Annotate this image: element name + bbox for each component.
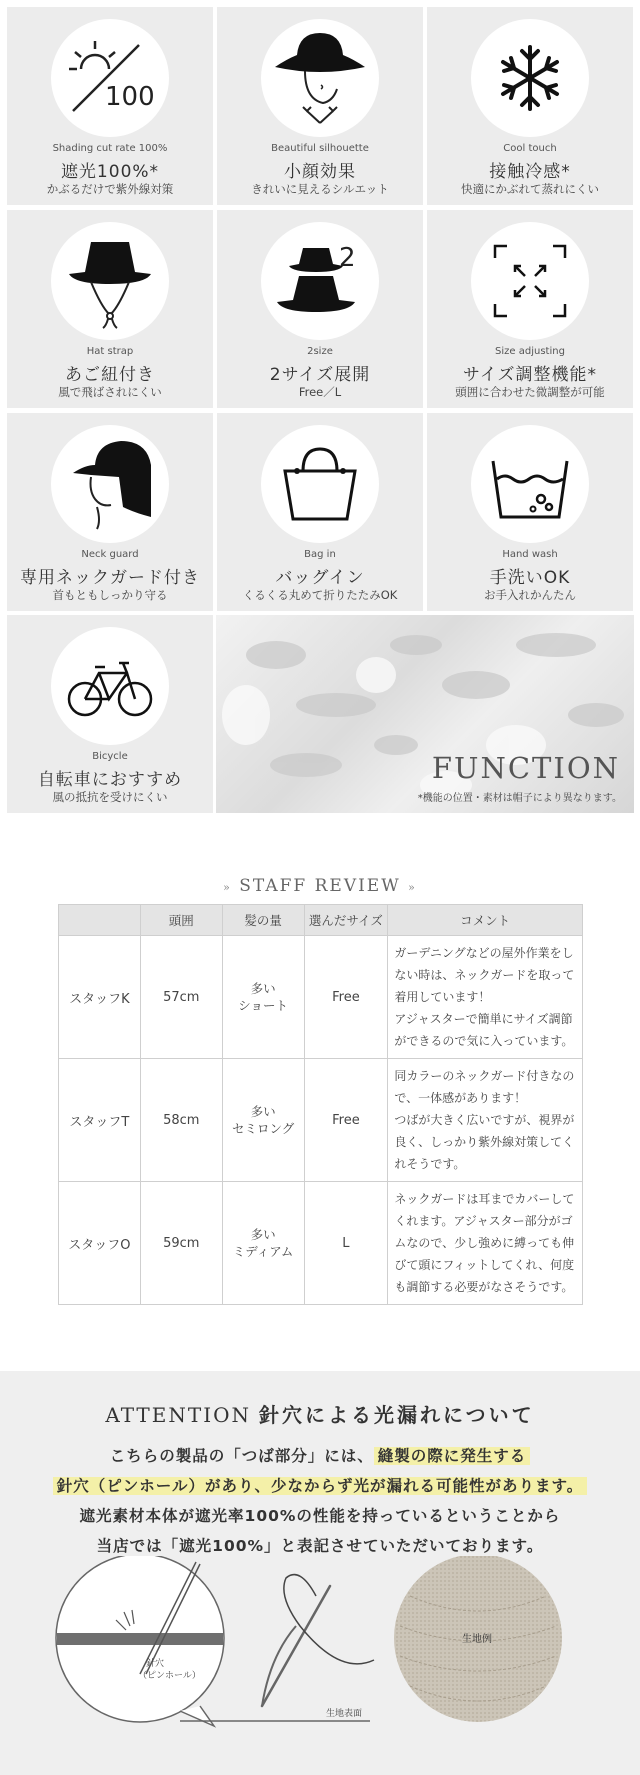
attention-title-jp: 針穴による光漏れについて — [259, 1403, 535, 1427]
function-note: *機能の位置・素材は帽子により異なります。 — [417, 793, 622, 804]
face-hat-icon — [261, 19, 379, 137]
comment-line: も調節する必要がなさそうです。 — [394, 1280, 574, 1294]
table-row — [59, 1182, 583, 1305]
tile-sub-label: Free／L — [298, 385, 342, 399]
hair-amount-line2: ショート — [238, 998, 288, 1013]
hat-strap-icon — [51, 222, 169, 340]
function-grid — [0, 0, 640, 820]
tile-sub-label: 快適にかぶれて蒸れにくい — [461, 182, 599, 196]
two-hats-icon — [261, 222, 379, 340]
bicycle-icon — [51, 627, 169, 745]
column-header: 頭囲 — [140, 905, 222, 936]
hair-amount — [222, 1059, 304, 1182]
comment-line: 同カラーのネックガード付きなの — [394, 1069, 575, 1083]
attention-line-3: 遮光素材本体が遮光率100%の性能を持っているということから — [79, 1507, 561, 1525]
tile-jp-label: あご紐付き — [65, 365, 155, 385]
staff-name: スタッフO — [59, 1182, 141, 1305]
snowflake-icon — [471, 19, 589, 137]
function-tile-bag-in — [217, 413, 423, 611]
tile-sub-label: 風の抵抗を受けにくい — [52, 790, 168, 804]
comment-line: ができるので気に入っています。 — [394, 1034, 574, 1048]
staff-name: スタッフT — [59, 1059, 141, 1182]
column-header: 髪の量 — [222, 905, 304, 936]
attention-line-1 — [0, 1444, 640, 1466]
chevron-down-icon: » — [408, 881, 417, 894]
two-hats-icon-text: 2 — [339, 243, 356, 273]
hand-wash-icon — [471, 425, 589, 543]
tile-en-label: Cool touch — [503, 143, 557, 154]
function-tile-hand-wash — [427, 413, 633, 611]
label-fabric-example: 生地例 — [462, 1634, 492, 1645]
attention-line-4: 当店では「遮光100%」と表記させていただいております。 — [96, 1537, 544, 1555]
function-tile-shading — [7, 7, 213, 205]
tile-jp-label: 小顔効果 — [284, 162, 356, 182]
head-size: 58cm — [140, 1059, 222, 1182]
comment — [388, 936, 583, 1059]
comment-line: ガーデニングなどの屋外作業をし — [394, 946, 574, 960]
tile-sub-label: きれいに見えるシルエット — [251, 182, 389, 196]
column-header: コメント — [388, 905, 583, 936]
tile-jp-label: サイズ調整機能* — [462, 365, 598, 385]
table-row — [59, 936, 583, 1059]
tile-jp-label: 2サイズ展開 — [269, 365, 371, 385]
table-header-row — [59, 905, 583, 936]
function-tile-cool — [427, 7, 633, 205]
label-pinhole-sub: （ピンホール） — [138, 1671, 201, 1681]
tile-en-label: Shading cut rate 100% — [52, 143, 168, 154]
tile-jp-label: 専用ネックガード付き — [20, 568, 200, 588]
head-size: 57cm — [140, 936, 222, 1059]
comment-line: ネックガードは耳までカバーして — [394, 1192, 575, 1206]
tile-sub-label: 頭囲に合わせた微調整が可能 — [455, 385, 605, 399]
chevron-down-icon: » — [223, 881, 232, 894]
staff-review-table — [58, 904, 583, 1305]
hair-amount-line1: 多い — [250, 1104, 276, 1119]
function-tile-silhouette — [217, 7, 423, 205]
tile-jp-label: 手洗いOK — [489, 568, 571, 588]
comment-line: くれます。アジャスター部分がゴ — [394, 1214, 573, 1228]
pinhole-illustration — [0, 1556, 640, 1775]
column-header: 選んだサイズ — [304, 905, 388, 936]
tile-jp-label: 遮光100%* — [60, 162, 160, 182]
tile-en-label: Neck guard — [81, 549, 139, 560]
comment-line: つばが大きく広いですが、視界が — [394, 1113, 575, 1127]
tile-en-label: Bag in — [304, 549, 336, 560]
function-photo — [216, 615, 634, 813]
attention-line-2 — [0, 1474, 640, 1496]
comment — [388, 1182, 583, 1305]
function-tile-2size — [217, 210, 423, 408]
chosen-size: Free — [304, 936, 388, 1059]
tile-en-label: 2size — [307, 346, 333, 357]
sun-100-icon-text: 100 — [105, 82, 155, 112]
comment-line: 良く、しっかり紫外線対策してく — [394, 1135, 575, 1149]
attention-highlight: 針穴（ピンホール）があり、少なからず光が漏れる可能性があります。 — [53, 1477, 587, 1495]
tile-jp-label: バッグイン — [275, 568, 365, 588]
neck-guard-icon — [51, 425, 169, 543]
chosen-size: L — [304, 1182, 388, 1305]
comment-line: 着用しています！ — [394, 990, 491, 1004]
staff-review-heading — [0, 876, 640, 896]
hair-amount — [222, 1182, 304, 1305]
tile-en-label: Bicycle — [92, 751, 128, 762]
tile-sub-label: 首もともしっかり守る — [52, 588, 168, 602]
comment-line: ない時は、ネックガードを取って — [394, 968, 575, 982]
staff-review-title: STAFF REVIEW — [239, 876, 401, 896]
tile-en-label: Hand wash — [502, 549, 558, 560]
function-tile-size-adjust — [427, 210, 633, 408]
hair-amount-line2: セミロング — [231, 1121, 295, 1136]
comment-line: ムなので、少し強めに縛っても伸 — [394, 1236, 575, 1250]
hair-amount-line2: ミディアム — [232, 1244, 294, 1259]
tile-sub-label: お手入れかんたん — [484, 588, 576, 602]
tile-sub-label: 風で飛ばされにくい — [58, 385, 162, 399]
attention-title-en: ATTENTION — [105, 1403, 252, 1427]
column-header — [59, 905, 141, 936]
tile-jp-label: 接触冷感* — [489, 162, 571, 182]
tile-en-label: Hat strap — [86, 346, 134, 357]
resize-arrows-icon — [471, 222, 589, 340]
table-row — [59, 1059, 583, 1182]
comment-line: アジャスターで簡単にサイズ調節 — [394, 1012, 573, 1026]
tile-jp-label: 自転車におすすめ — [37, 770, 183, 790]
function-tile-strap — [7, 210, 213, 408]
hair-amount-line1: 多い — [250, 981, 276, 996]
comment-line: びて頭にフィットしてくれ、何度 — [394, 1258, 575, 1272]
tile-sub-label: くるくる丸めて折りたたみOK — [242, 588, 398, 602]
head-size: 59cm — [140, 1182, 222, 1305]
label-pinhole: 針穴 — [146, 1659, 165, 1669]
comment — [388, 1059, 583, 1182]
function-title: FUNCTION — [431, 751, 620, 785]
hair-amount — [222, 936, 304, 1059]
attention-highlight: 縫製の際に発生する — [374, 1447, 531, 1465]
bag-icon — [261, 425, 379, 543]
sun-100-icon — [51, 19, 169, 137]
chosen-size: Free — [304, 1059, 388, 1182]
hair-amount-line1: 多い — [250, 1227, 276, 1242]
attention-line-1-text: こちらの製品の「つば部分」には、 — [109, 1447, 374, 1465]
attention-title — [0, 1399, 640, 1428]
tile-en-label: Beautiful silhouette — [271, 143, 369, 154]
comment-line: で、一体感があります！ — [394, 1091, 527, 1105]
function-tile-neck-guard — [7, 413, 213, 611]
comment-line: れそうです。 — [394, 1157, 466, 1171]
label-fabric-surface: 生地表面 — [326, 1709, 363, 1719]
tile-en-label: Size adjusting — [495, 346, 565, 357]
staff-name: スタッフK — [59, 936, 141, 1059]
tile-sub-label: かぶるだけで紫外線対策 — [46, 182, 174, 196]
attention-section — [0, 1371, 640, 1775]
function-tile-bicycle — [7, 615, 213, 813]
